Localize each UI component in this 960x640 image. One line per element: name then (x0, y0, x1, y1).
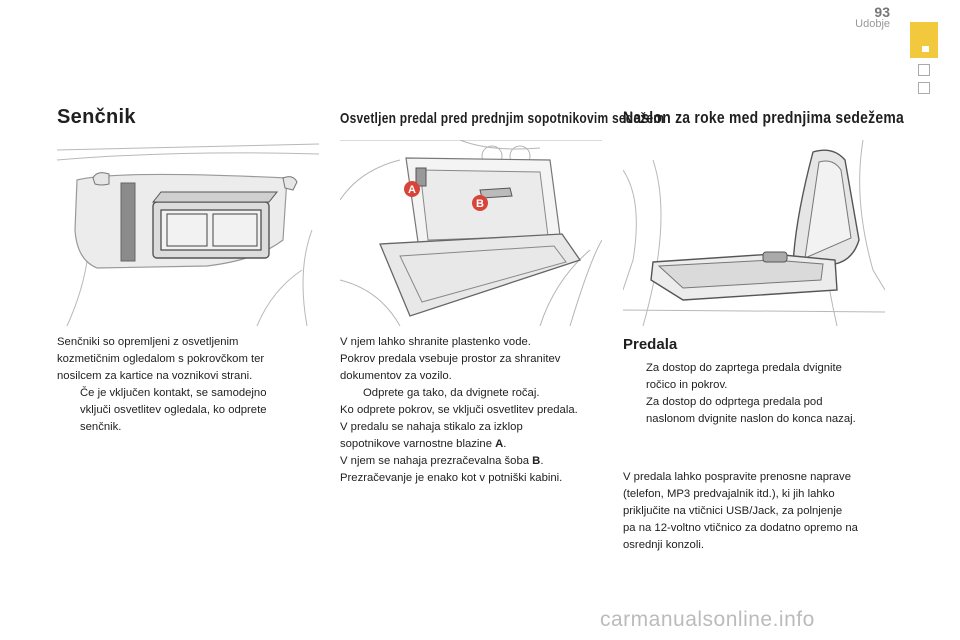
chapter-tab (910, 22, 938, 58)
text-line: dokumentov za vozilo. (340, 370, 452, 382)
armrest-illustration (623, 140, 885, 326)
text-line: V njem se nahaja prezračevalna šoba B. (340, 455, 544, 467)
sun-visor-text (57, 334, 307, 436)
bullet-item (57, 385, 307, 436)
text-line: Za dostop do odprtega predala pod (646, 396, 823, 408)
label-a: A (495, 438, 504, 450)
text-line: Prezračevanje je enako kot v potniški kabini. (340, 472, 563, 484)
text-line: naslonom dvignite naslon do konca nazaj. (646, 413, 856, 425)
text-line: V predala lahko pospravite prenosne naprave (623, 471, 851, 483)
text-line: pa na 12-voltno vtičnico za dodatno opremo na (623, 522, 858, 534)
text-line: Pokrov predala vsebuje prostor za shranitev (340, 353, 561, 365)
nav-square-icon (918, 64, 930, 76)
text-line: (telefon, MP3 predvajalnik itd.), ki jih lahko (623, 488, 835, 500)
watermark: carmanualsonline.info (600, 608, 815, 631)
text-line: Če je vključen kontakt, se samodejno (80, 387, 267, 399)
text-line: V predalu se nahaja stikalo za izklop (340, 421, 523, 433)
text-line: ročico in pokrov. (646, 379, 728, 391)
text-line: V njem lahko shranite plastenko vode. (340, 336, 531, 348)
section-title-sun-visor: Senčnik (57, 106, 136, 128)
text-line: kozmetičnim ogledalom s pokrovčkom ter (57, 353, 265, 365)
text-line: sopotnikove varnostne blazine A. (340, 438, 507, 450)
text-line: vključi osvetlitev ogledala, ko odprete (80, 404, 267, 416)
chapter-title: Udobje (855, 18, 890, 30)
text-line: senčnik. (80, 421, 122, 433)
marker-b-label: B (476, 198, 484, 210)
bullet-item (623, 394, 893, 428)
tab-marker-icon (922, 46, 929, 52)
text-line: priključite na vtičnici USB/Jack, za polnjenje (623, 505, 843, 517)
text-line: Za dostop do zaprtega predala dvignite (646, 362, 842, 374)
glovebox-text (340, 334, 610, 487)
bullet-item (340, 385, 610, 402)
section-title-armrest: Naslon za roke med prednjima sedežema (623, 108, 905, 127)
armrest-paragraph (623, 469, 893, 554)
label-b: B (532, 455, 541, 467)
text-line: Odprete ga tako, da dvignete ročaj. (363, 387, 540, 399)
glovebox-illustration (340, 140, 602, 326)
text-line: osrednji konzoli. (623, 539, 705, 551)
text-line: Senčniki so opremljeni z osvetljenim (57, 336, 239, 348)
sun-visor-illustration (57, 140, 319, 326)
subtitle-storage: Predala (623, 336, 678, 353)
armrest-bullets (623, 360, 893, 428)
bullet-item (623, 360, 893, 394)
marker-a-label: A (408, 184, 416, 196)
text-line: nosilcem za kartice na voznikovi strani. (57, 370, 253, 382)
nav-square-icon (918, 82, 930, 94)
page-number: 93 (874, 4, 890, 20)
section-title-glovebox: Osvetljen predal pred prednjim sopotnikovim sedežem (340, 110, 665, 127)
text-line: Ko odprete pokrov, se vključi osvetlitev predala. (340, 404, 578, 416)
